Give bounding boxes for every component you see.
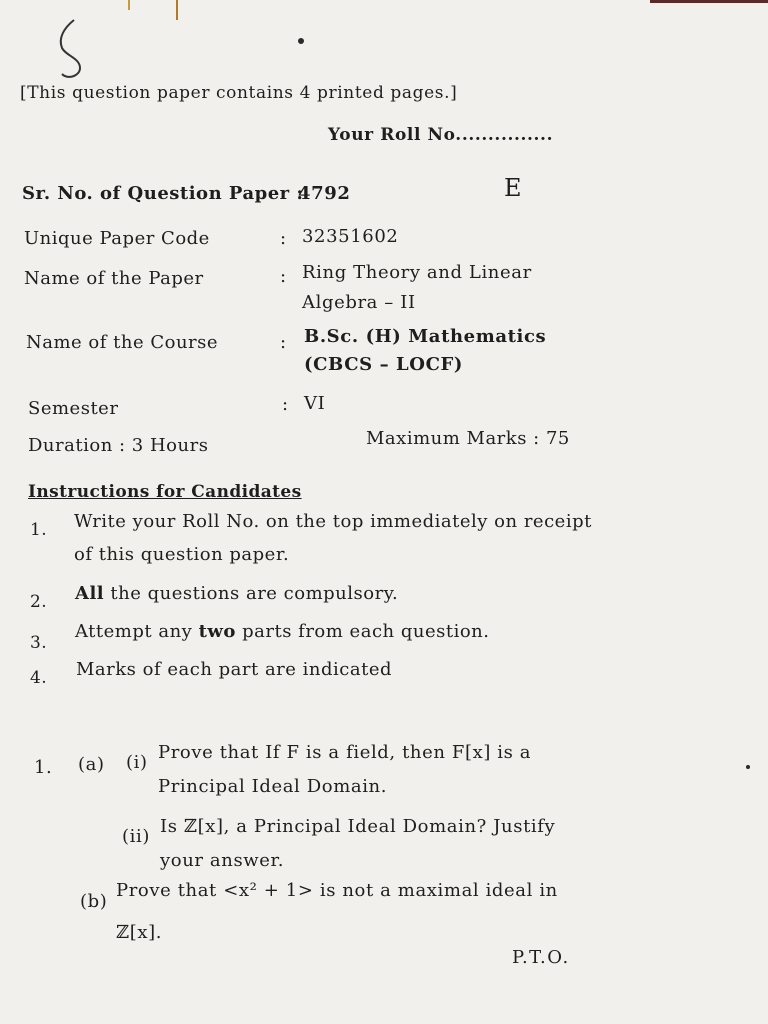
part-label: (a) [78,754,105,775]
ink-dot [298,38,304,44]
unique-code-value: 32351602 [302,226,399,247]
paper-set-letter: E [504,174,522,202]
semester-value: VI [304,393,326,414]
question-1a-ii-line2: your answer. [160,850,285,871]
question-1b-line1: Prove that <x² + 1> is not a maximal ideal in [116,880,558,901]
please-turn-over: P.T.O. [512,947,570,968]
roll-number-field: Your Roll No............... [328,125,554,145]
colon: : [280,332,287,353]
question-number: 1. [34,757,53,778]
page-count-note: [This question paper contains 4 printed pages.] [20,83,458,103]
question-1a-i-line2: Principal Ideal Domain. [158,776,388,797]
sr-no-value: 4792 [298,183,351,204]
paper-name-value-line1: Ring Theory and Linear [302,262,532,283]
instruction-number: 4. [30,668,48,688]
course-name-label: Name of the Course [26,332,219,353]
question-1a-ii-line1: Is ℤ[x], a Principal Ideal Domain? Justify [160,816,556,837]
instruction-1-line2: of this question paper. [74,544,290,565]
paper-name-value-line2: Algebra – II [302,292,416,313]
question-1b-line2: ℤ[x]. [116,922,163,943]
course-name-value-line2: (CBCS – LOCF) [304,354,464,375]
page-edge-stripe [650,0,768,3]
maximum-marks: Maximum Marks : 75 [366,428,570,449]
instruction-4: Marks of each part are indicated [76,659,393,680]
ink-tick-mark [176,0,178,20]
question-1a-i-line1: Prove that If F is a field, then F[x] is a [158,742,532,763]
sr-no-label: Sr. No. of Question Paper : [22,183,304,204]
instruction-number: 3. [30,633,48,653]
ink-tick-mark [128,0,130,10]
subpart-label: (i) [126,752,148,773]
handwritten-mark [50,14,90,84]
instruction-3: Attempt any two parts from each question. [75,621,490,642]
course-name-value-line1: B.Sc. (H) Mathematics [304,326,547,347]
ink-dot [746,765,750,769]
subpart-label: (ii) [122,826,150,847]
part-label: (b) [80,891,108,912]
unique-code-label: Unique Paper Code [24,228,210,249]
semester-label: Semester [28,398,119,419]
instruction-number: 2. [30,592,48,612]
instructions-heading: Instructions for Candidates [28,482,302,502]
colon: : [280,228,287,249]
instruction-number: 1. [30,520,48,540]
colon: : [282,394,289,415]
instruction-1-line1: Write your Roll No. on the top immediately on receipt [74,511,592,532]
duration: Duration : 3 Hours [28,435,209,456]
instruction-2: All the questions are compulsory. [75,583,399,604]
colon: : [280,266,287,287]
paper-name-label: Name of the Paper [24,268,204,289]
